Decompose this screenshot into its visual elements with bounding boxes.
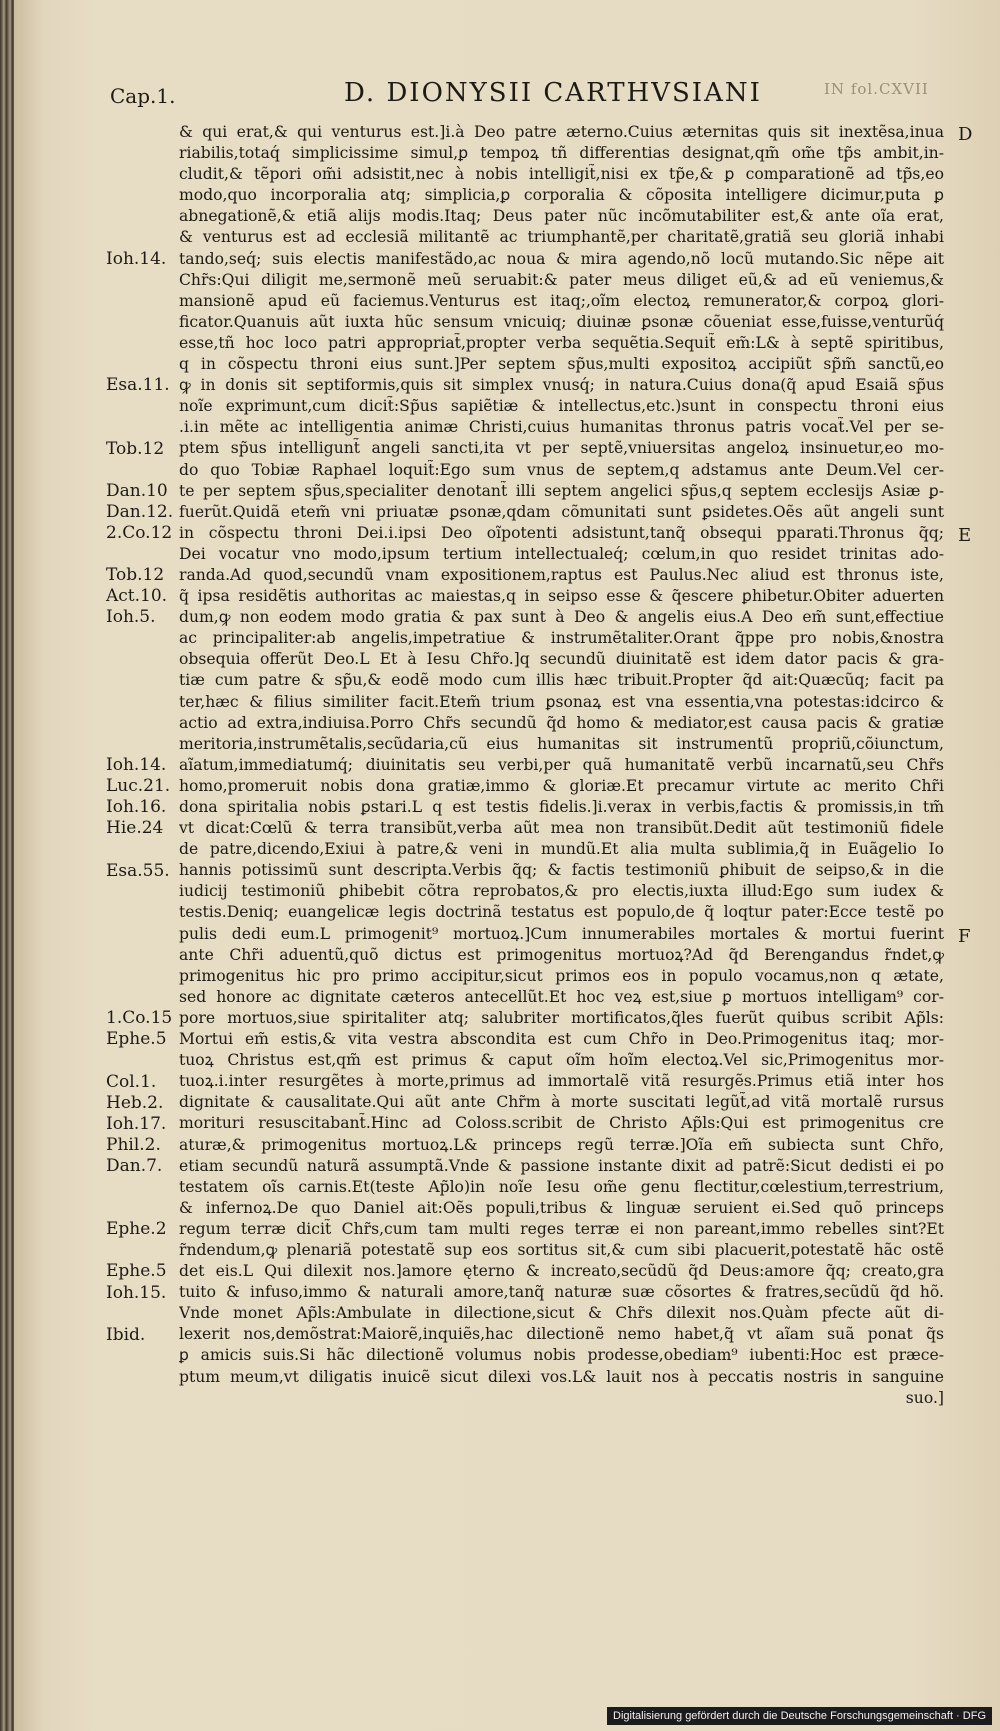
text-line: ptem sp̃us intelligunt̃ angeli sancti,ita vt per septẽ,vniuersitas angeloꝝ insinuetur,eo mo- (179, 439, 944, 458)
text-line: tiæ cum patre & sp̃u,& eodẽ modo cum illis hæc tribuit.Propter q̃d ait:Quæcũq; facit pa (179, 671, 944, 690)
running-header (14, 60, 1000, 110)
digitization-credit: Digitalisierung gefördert durch die Deutsche Forschungsgemeinschaft · DFG (607, 1707, 992, 1725)
page-title: D. DIONYSII CARTHVSIANI (344, 78, 762, 108)
margin-reference: Luc.21. (106, 776, 171, 797)
text-line: regum terræ dicit̃ Chr̃s,cum tam multi reges terræ ei non pareant,immo rebelles sint?Et (179, 1219, 944, 1238)
margin-reference: Hie.24 (106, 818, 164, 839)
text-line: te per septem sp̃us,specialiter denotant̃ illi septem angelici sp̃us,q septem ecclesijs Asiæ ꝑ- (179, 481, 944, 500)
text-line: testatem oĩs carnis.Et(teste Ap̃lo)in noĩe Iesu om̃e genu flectitur,cœlestium,terrestrium, (179, 1177, 944, 1196)
text-line: q̃ ipsa residẽtis authoritas ac maiestas,q in seipso esse & q̃escere ꝑhibetur.Obiter aduerten (179, 587, 944, 606)
text-line: primogenitus hic pro primo accipitur,sicut primos eos in populo vocamus,non q ætate, (179, 966, 944, 985)
text-line: vt dicat:Cœlũ & terra transibũt,verba aũt mea non transibũt.Dedit aũt testimoniũ fidele (179, 819, 944, 838)
text-line: etiam secundũ naturã assumptã.Vnde & passione instante dixit ad patrẽ:Sicut dedisti ei po (179, 1156, 944, 1175)
text-line: iudicij testimoniũ ꝑhibebit cõtra reprobatos,& pro electis,iuxta illud:Ego sum iudex & (179, 882, 944, 901)
text-line: tando,seq́; suis electis manifestãdo,ac noua & mira agendo,nõ locũ mutando.Sic nẽpe ait (179, 249, 944, 268)
text-line: dum,ꝙ non eodem modo gratia & pax sunt à Deo & angelis eius.A Deo em̃ sunt,effectiue (179, 608, 944, 627)
text-line: hannis potissimũ sunt descripta.Verbis q̃q; & factis testimoniũ ꝑhibuit de seipso,& in die (179, 861, 944, 880)
text-line: ac principaliter:ab angelis,impetratiue & instrumẽtaliter.Orant q̃ppe pro nobis,&nostra (179, 629, 944, 648)
text-line: morituri resuscitabant̃.Hinc ad Coloss.scribit de Christo Ap̃ls:Qui est primogenitus cre (179, 1114, 944, 1133)
margin-reference: Tob.12 (106, 438, 165, 459)
section-letter: D (958, 124, 973, 145)
text-line: suo.] (905, 1388, 944, 1407)
text-line: ꝙ in donis sit septiformis,quis sit simplex vnusq́; in natura.Cuius dona(q̃ apud Esaiã sp̃us (179, 376, 944, 395)
margin-reference: Dan.7. (106, 1155, 163, 1176)
section-letter: F (958, 925, 971, 947)
text-line: aĩatum,immediatumq́; diuinitatis seu verbi,per quã humanitatẽ verbũ incarnatũ,seu Chr̃s (179, 755, 944, 774)
text-line: ptum meum,vt diligatis inuicẽ sicut dilexi vos.L& lauit nos à peccatis nostris in sanguine (179, 1367, 944, 1386)
text-line: Chr̃s:Qui diligit me,sermonẽ meũ seruabit:& pater meus diliget eũ,& ad eũ veniemus,& (179, 270, 944, 289)
text-line: riabilis,totaq́ simplicissime simul,ꝑ tempoꝝ tñ differentias designat,qm̃ om̃e tp̃s ambit,in- (179, 144, 944, 163)
text-line: meritoria,instrumẽtalis,secũdaria,cũ eius humanitas sit instrumentũ propriũ,cõiunctum, (179, 734, 944, 753)
margin-reference: Ephe.5 (106, 1029, 167, 1050)
text-line: abnegationẽ,& etiã alijs modis.Itaq; Deus pater nũc incõmutabiliter est,& ante oĩa erat, (179, 207, 944, 226)
margin-reference: Col.1. (106, 1071, 157, 1092)
margin-reference: Ioh.14. (106, 248, 167, 269)
margin-reference: Dan.12. (106, 501, 174, 522)
text-line: ter,hæc & filius similiter facit.Etem̃ trium ꝑsonaꝝ est vna essentia,vna potestas:idcirco & (179, 692, 944, 711)
text-line: Vnde monet Ap̃ls:Ambulate in dilectione,sicut & Chr̃s dilexit nos.Quàm pfecte aũt di- (179, 1304, 944, 1323)
text-line: & infernoꝝ.De quo Daniel ait:Oẽs populi,tribus & linguæ seruient ei.Sed quõ princeps (179, 1198, 944, 1217)
text-line: noĩe exprimunt,cum dicit̃:Sp̃us sapiẽtiæ & intellectus,etc.)sunt in conspectu throni eius (179, 397, 944, 416)
chapter-label: Cap.1. (110, 84, 176, 108)
text-line: Dei vocatur vno modo,ipsum tertium intellectualeq́; cœlum,in quo residet trinitas ado- (179, 544, 944, 563)
page-sheet (14, 0, 1000, 1731)
text-line: & qui erat,& qui venturus est.]i.à Deo patre æterno.Cuius æternitas quis sit inextẽsa,inua (179, 123, 944, 141)
text-line: in cõspectu throni Dei.i.ipsi Deo oĩpotenti adsistunt,tanq̃ obsequi pparati.Thronus q̃q; (179, 523, 944, 542)
text-line: q in cõspectu throni eius sunt.]Per septem sp̃us,multi expositoꝝ accipiũt sp̃m̃ sanctũ,eo (179, 355, 944, 374)
text-line: homo,promeruit nobis dona gratiæ,immo & gloriæ.Et precamur virtute ac merito Chr̃i (179, 776, 944, 795)
margin-reference: Ibid. (106, 1324, 146, 1345)
main-text-block (179, 122, 944, 1409)
text-line: obsequia offerũt Deo.L Et à Iesu Chr̃o.]q secundũ diuinitatẽ est idem dator pacis & gra- (179, 650, 944, 669)
text-line: cludit,& tẽpori om̃i adsistit,nec à nobis intelligit̃,nisi ex tp̃e,& ꝑ comparationẽ ad tp̃s,eo (179, 165, 944, 184)
margin-reference: Phil.2. (106, 1134, 161, 1155)
text-line: tuoꝝ.i.inter resurgẽtes à morte,primus ad immortalẽ vitã resurgẽs.Primus etiã inter hos (179, 1072, 944, 1091)
margin-reference: Heb.2. (106, 1092, 164, 1113)
margin-reference: Esa.55. (106, 860, 170, 881)
text-line: sed honore ac dignitate cæteros antecellũt.Et hoc veꝝ est,siue ꝑ mortuos intelligam⁹ cor- (179, 987, 944, 1006)
text-line: actio ad extra,indiuisa.Porro Chr̃s secundũ q̃d homo & mediator,est causa pacis & gratiæ (179, 713, 944, 732)
text-line: Mortui em̃ estis,& vita vestra abscondita est cum Chr̃o in Deo.Primogenitus itaq; mor- (179, 1030, 944, 1049)
section-letter: E (958, 524, 972, 546)
text-line: de patre,dicendo,Exiui à patre,& veni in mundũ.Et alia multa sublimia,q̃ in Euãgelio Io (179, 840, 944, 859)
margin-reference: Ephe.5 (106, 1261, 167, 1282)
margin-reference: 1.Co.15 (106, 1008, 173, 1029)
bleed-through-text: IN fol.CXVII (824, 80, 929, 98)
margin-reference: Tob.12 (106, 565, 165, 586)
text-line: pulis dedi eum.L primogenit⁹ mortuoꝝ.]Cum innumerabiles mortales & mortui fuerint (179, 924, 944, 943)
text-line: dignitate & causalitate.Qui aũt ante Chr̃m à morte suscitati legũt̃,ad vitã mortalẽ rursus (179, 1093, 944, 1112)
text-line: ꝑ amicis suis.Si hãc dilectionẽ volumus nobis prodesse,obediam⁹ iubenti:Hoc est præce- (179, 1346, 944, 1365)
text-line: testis.Deniq; euangelicæ legis doctrinã testatus est populo,de q̃ loqtur pater:Ecce testẽ po (179, 903, 944, 922)
margin-reference: Ioh.15. (106, 1282, 167, 1303)
margin-reference: Ioh.17. (106, 1113, 167, 1134)
text-line: fuerũt.Quidã etem̃ vni priuatæ ꝑsonæ,qdam cõmunitati sunt ꝑsidetes.Oẽs aũt angeli sunt (179, 502, 944, 521)
text-line: aturæ,& primogenitus mortuoꝝ.L& princeps regũ terræ.]Oĩa em̃ subiecta sunt Chr̃o, (179, 1135, 944, 1154)
text-line: esse,tñ hoc loco patri appropriat̃,propter verba sequẽtia.Sequit̃ em̃:L& à septẽ spiritibus, (179, 333, 944, 352)
text-line: dona spiritalia nobis ꝑstari.L q est testis fidelis.]i.verax in verbis,factis & promissis,in tm̃ (179, 798, 944, 816)
margin-reference: Act.10. (106, 586, 168, 607)
margin-reference: Ephe.2 (106, 1219, 167, 1240)
text-line: .i.in mẽte ac intelligentia animæ Christi,cuius humanitas thronus patris vocat̃.Vel per se- (179, 418, 944, 437)
margin-reference: Ioh.14. (106, 755, 167, 775)
text-line: randa.Ad quod,secundũ vnam expositionem,raptus est Paulus.Nec aliud est thronus iste, (179, 565, 944, 584)
text-line: do quo Tobiæ Raphael loquit̃:Ego sum vnus de septem,q adstamus ante Deum.Vel cer- (179, 460, 944, 479)
text-line: r̃ndendum,ꝙ plenariã potestatẽ sup eos sortitus sit,& cum sibi placuerit,potestatẽ hãc ostẽ (179, 1240, 944, 1259)
margin-reference: Esa.11. (106, 375, 170, 396)
text-line: det eis.L Qui dilexit nos.]amore ęterno & increato,secũdũ q̃d Deus:amore q̃q; creato,gra (179, 1262, 944, 1281)
margin-reference: Ioh.5. (106, 607, 156, 628)
text-line: modo,quo incorporalia atq; simplicia,ꝑ corporalia & cõposita intelligere dicimur,puta ꝑ (179, 186, 944, 205)
text-line: tuoꝝ Christus est,qm̃ est primus & caput oĩm hoĩm electoꝝ.Vel sic,Primogenitus mor- (179, 1051, 944, 1070)
text-line: ficator.Quanuis aũt iuxta hũc sensum vnicuiq; diuinæ ꝑsonæ cõueniat esse,fuisse,venturũq́ (179, 312, 944, 331)
margin-reference: Ioh.16. (106, 797, 167, 818)
text-line: mansionẽ apud eũ faciemus.Venturus est itaq;,oĩm electoꝝ remunerator,& corpoꝝ glori- (179, 291, 944, 310)
text-line: lexerit nos,demõstrat:Maiorẽ,inquiẽs,hac dilectionẽ nemo habet,q̃ vt aĩam suã ponat q̃s (179, 1325, 944, 1344)
text-line: & venturus est ad ecclesiã militantẽ ac triumphantẽ,per charitatẽ,gratiã seu gloriã inhabi (179, 228, 944, 247)
margin-reference: 2.Co.12 (106, 522, 173, 543)
margin-reference: Dan.10 (106, 480, 168, 501)
text-line: pore mortuos,siue spiritaliter atq; salubriter mortificatos,q̃les fuerũt quibus scribit Ap̃ls: (179, 1008, 944, 1027)
text-line: ante Chr̃i aduentũ,quõ dictus est primogenitus mortuoꝝ?Ad q̃d Berengandus r̃ndet,ꝙ (179, 945, 944, 964)
text-line: tuito & infuso,immo & naturali amore,tanq̃ naturæ suæ cõsortes & fratres,secũdũ q̃d hõ. (179, 1283, 944, 1302)
